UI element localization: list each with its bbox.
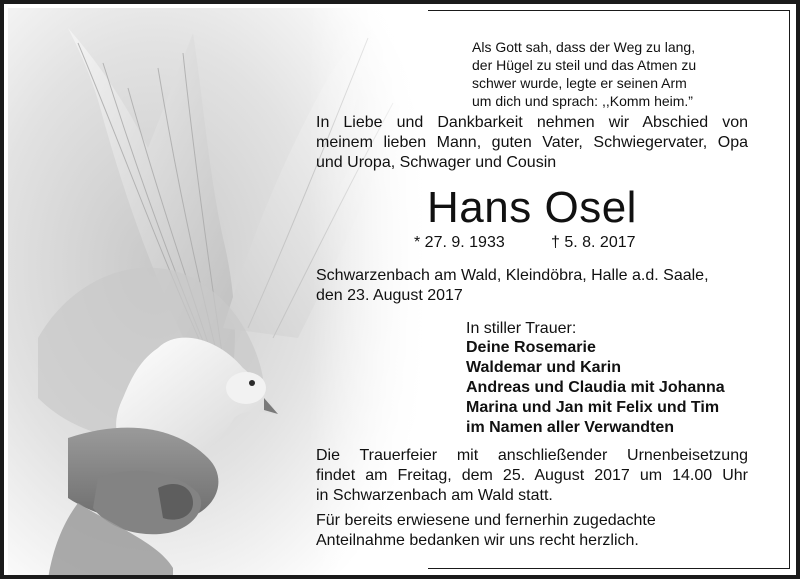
thanks-line: Für bereits erwiesene und fernerhin zugedachte [316, 512, 656, 529]
ceremony-line: Die Trauerfeier mit anschließender Urnenbeisetzung [316, 447, 748, 464]
quote-line: schwer wurde, legte er seinen Arm [472, 75, 687, 91]
birth-date: * 27. 9. 1933 [414, 234, 505, 251]
ceremony-line: findet am Freitag, dem 25. August 2017 um 14.00 Uhr [316, 467, 748, 484]
thanks-line: Anteilnahme bedanken wir uns recht herzlich. [316, 532, 639, 549]
mourner-name: Waldemar und Karin [466, 359, 621, 376]
mourner-name: Deine Rosemarie [466, 339, 596, 356]
thanks-text [316, 511, 748, 551]
deceased-name: Hans Osel [427, 183, 637, 232]
mourner-name: Andreas und Claudia mit Johanna [466, 379, 725, 396]
intro-line: meinem lieben Mann, guten Vater, Schwiegervater, Opa [316, 134, 748, 151]
quote-line: der Hügel zu steil und das Atmen zu [472, 57, 697, 73]
date-line: den 23. August 2017 [316, 287, 463, 304]
ceremony-info [316, 446, 748, 506]
place-line: Schwarzenbach am Wald, Kleindöbra, Halle a.d. Saale, [316, 267, 709, 284]
intro-line: und Uropa, Schwager und Cousin [316, 154, 557, 171]
quote-block [472, 38, 748, 110]
place-and-date [316, 266, 756, 306]
mourning-label: In stiller Trauer: [466, 320, 577, 337]
intro-line: In Liebe und Dankbarkeit nehmen wir Abschied von [316, 114, 748, 131]
quote-line: Als Gott sah, dass der Weg zu lang, [472, 39, 696, 55]
mourner-name: im Namen aller Verwandten [466, 419, 675, 436]
quote-line: um dich und sprach: ,,Komm heim.” [472, 93, 693, 109]
mourner-name: Marina und Jan mit Felix und Tim [466, 399, 720, 416]
intro-text [316, 113, 748, 173]
mourners-list [466, 338, 725, 438]
ceremony-line: in Schwarzenbach am Wald statt. [316, 487, 553, 504]
death-date: † 5. 8. 2017 [551, 234, 636, 251]
